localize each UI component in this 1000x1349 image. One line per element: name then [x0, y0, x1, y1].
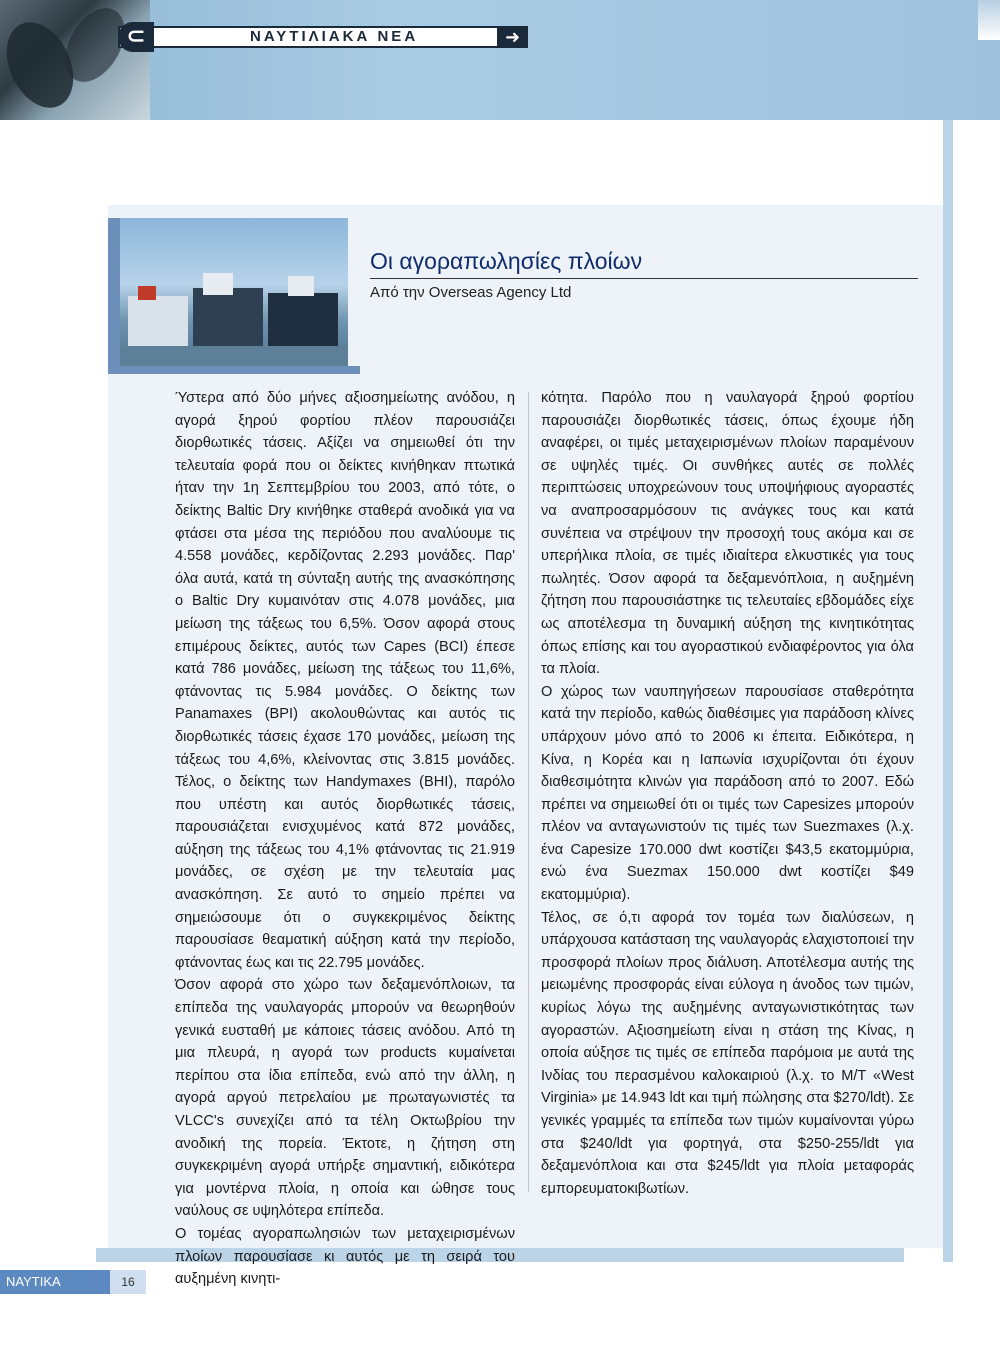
paragraph: Όσον αφορά στο χώρο των δεξαμενόπλοιων, τα επίπεδα της ναυλαγοράς μπορούν να θεωρηθούν γενικά ευσταθή με κάποιες τάσεις ανόδου. Από τη μια πλευρά, η αγορά των products κυμαίνεται περίπου στα ίδια επίπεδα, ενώ από την άλλη, η αγορά αργού πετρελαίου με πρωταγωνιστές τα VLCC's συνεχίζει από τα τέλη Οκτωβρίου την ανοδική της πορεία. Έκτοτε, η ζήτηση στη συγκεκριμένη αγορά υπήρξε σημαντική, ειδικότερα για μοντέρνα πλοία, η οποία και ώθησε τους ναύλους σε υψηλότερα επίπεδα. [175, 977, 515, 1220]
corner-decoration [978, 0, 1000, 40]
right-border [943, 120, 953, 1262]
top-banner [0, 0, 1000, 120]
propeller-photo [0, 0, 150, 120]
article-title: Οι αγοραπωλησίες πλοίων [370, 248, 643, 274]
forward-arrow-icon: ➜ [497, 26, 528, 48]
article-byline: Από την Overseas Agency Ltd [370, 284, 572, 301]
title-rule [370, 278, 918, 279]
column-divider [528, 392, 529, 1192]
section-title: ΝΑΥΤΙΛΙΑΚΑ ΝΕΑ [250, 28, 419, 45]
paragraph: Ο χώρος των ναυπηγήσεων παρουσίασε σταθερότητα κατά την περίοδο, καθώς διαθέσιμες για παράδοση κλίνες υπάρχουν μόνο από το 2006 κι έπειτα. Ειδικότερα, η Κίνα, η Κορέα και η Ιαπωνία ισχυρίζονται ότι έχουν διαθεσιμότητα κλινών για παράδοση από το 2007. Εδώ πρέπει να σημειωθεί ότι οι τιμές των Capesizes μπορούν πλέον να ανταγωνιστούν τις τιμές των Suezmaxes (λ.χ. ένα Capesize 170.000 dwt κοστίζει $43,5 εκατομμύρια, ενώ ένα Suezmax 150.000 dwt κοστίζει $49 εκατομμύρια). [541, 683, 914, 904]
back-arrow-icon: ⊂ [118, 22, 154, 52]
ships-photo [108, 218, 348, 366]
right-column [541, 387, 914, 1200]
paragraph: Τέλος, σε ό,τι αφορά τον τομέα των διαλύσεων, η υπάρχουσα κατάσταση της ναυλαγοράς ελαχιστοποιεί την προσφορά πλοίων προς διάλυση. Αποτέλεσμα αυτής της μειωμένης προσφοράς είναι εύλογα η άνοδος των τιμών, κυρίως λόγω της αυξημένης ανταγωνιστικότητας των αγοραστών. Αξιοσημείωτη είναι η στάση της Κίνας, η οποία αύξησε τις τιμές σε επίπεδα παρόμοια με αυτά της Ινδίας του περασμένου καλοκαιριού (λ.χ. το M/T «West Virginia» με 14.943 ldt και τιμή πώλησης στα $270/ldt). Σε γενικές γραμμές τα επίπεδα των τιμών κυμαίνονται γύρω στα $240/ldt για φορτηγά, στα $250-255/ldt για δεξαμενόπλοια και στα $245/ldt για πλοία μεταφοράς εμπορευματοκιβωτίων. [541, 909, 914, 1197]
left-column [175, 387, 515, 1291]
paragraph: κότητα. Παρόλο που η ναυλαγορά ξηρού φορτίου παρουσιάζει διορθωτικές τάσεις, όπως έχουμε ήδη αναφέρει, οι τιμές μεταχειρισμένων πλοίων παραμένουν σε υψηλές τιμές. Οι συνθήκες αυτές σε πολλές περιπτώσεις υποχρεώνουν τους υποψήφιους αγοραστές να αναπροσαρμόσουν τις ανάγκες τους και κατά συνέπεια να στρέψουν την προσοχή τους ακόμα και σε υπερήλικα πλοία, σε τιμές ιδιαίτερα ελκυστικές για τους πωλητές. Όσον αφορά τα δεξαμενόπλοια, η αυξημένη ζήτηση που παρουσιάστηκε τις τελευταίες εβδομάδες είχε ως αποτέλεσμα τη δυναμική αύξηση της κινητικότητας όπως επίσης και του αγοραστικού ενδιαφέροντος για όλα τα πλοία. [541, 390, 914, 678]
paragraph: Ύστερα από δύο μήνες αξιοσημείωτης ανόδου, η αγορά ξηρού φορτίου πλέον παρουσιάζει διορθωτικές τάσεις. Αξίζει να σημειωθεί ότι την τελευταία φορά που οι δείκτες κινήθηκαν πτωτικά ήταν την 1η Σεπτεμβρίου του 2003, από τότε, ο δείκτης Baltic Dry κινήθηκε σταθερά ανοδικά για να φτάσει στα μέσα της περιόδου που αναλύουμε τις 4.558 μονάδες, κερδίζοντας 2.293 μονάδες. Παρ' όλα αυτά, κατά τη σύνταξη αυτής της ανασκόπησης ο Baltic Dry κυμαινόταν στις 4.078 μονάδες, μια μείωση της τάξεως του 6,5%. Όσον αφορά στους επιμέρους δείκτες, αυτός των Capes (BCI) έπεσε κατά 786 μονάδες, μείωση της τάξεως του 11,6%, φτάνοντας τις 5.984 μονάδες. Ο δείκτης των Panamaxes (BPI) ακολουθώντας και αυτός τις διορθωτικές τάσεις έχασε 170 μονάδες, μείωση της τάξεως του 4,6%, κλείνοντας στις 3.815 μονάδες. Τέλος, ο δείκτης των Handymaxes (BHI), παρόλο που υπέστη και αυτός διορθωτικές τάσεις, παρουσιάζεται ενισχυμένος κατά 872 μονάδες, αύξηση της τάξεως του 4,1% φτάνοντας τις 21.919 μονάδες, σε σχέση με την τελευταία μας ανασκόπηση. Σε αυτό το σημείο πρέπει να σημειώσουμε ότι ο συγκεκριμένος δείκτης παρουσίασε θεαματική αύξηση κατά την περίοδο, φτάνοντας έως και τις 22.795 μονάδες. [175, 390, 515, 971]
page-number: 16 [110, 1270, 146, 1294]
paragraph: Ο τομέας αγοραπωλησιών των μεταχειρισμένων πλοίων παρουσίασε κι αυτός με τη σειρά του αυξημένη κινητι- [175, 1225, 515, 1288]
magazine-name: ΝΑΥΤΙΚΑ ΧΡΟΝΙΚΑ [0, 1270, 110, 1294]
